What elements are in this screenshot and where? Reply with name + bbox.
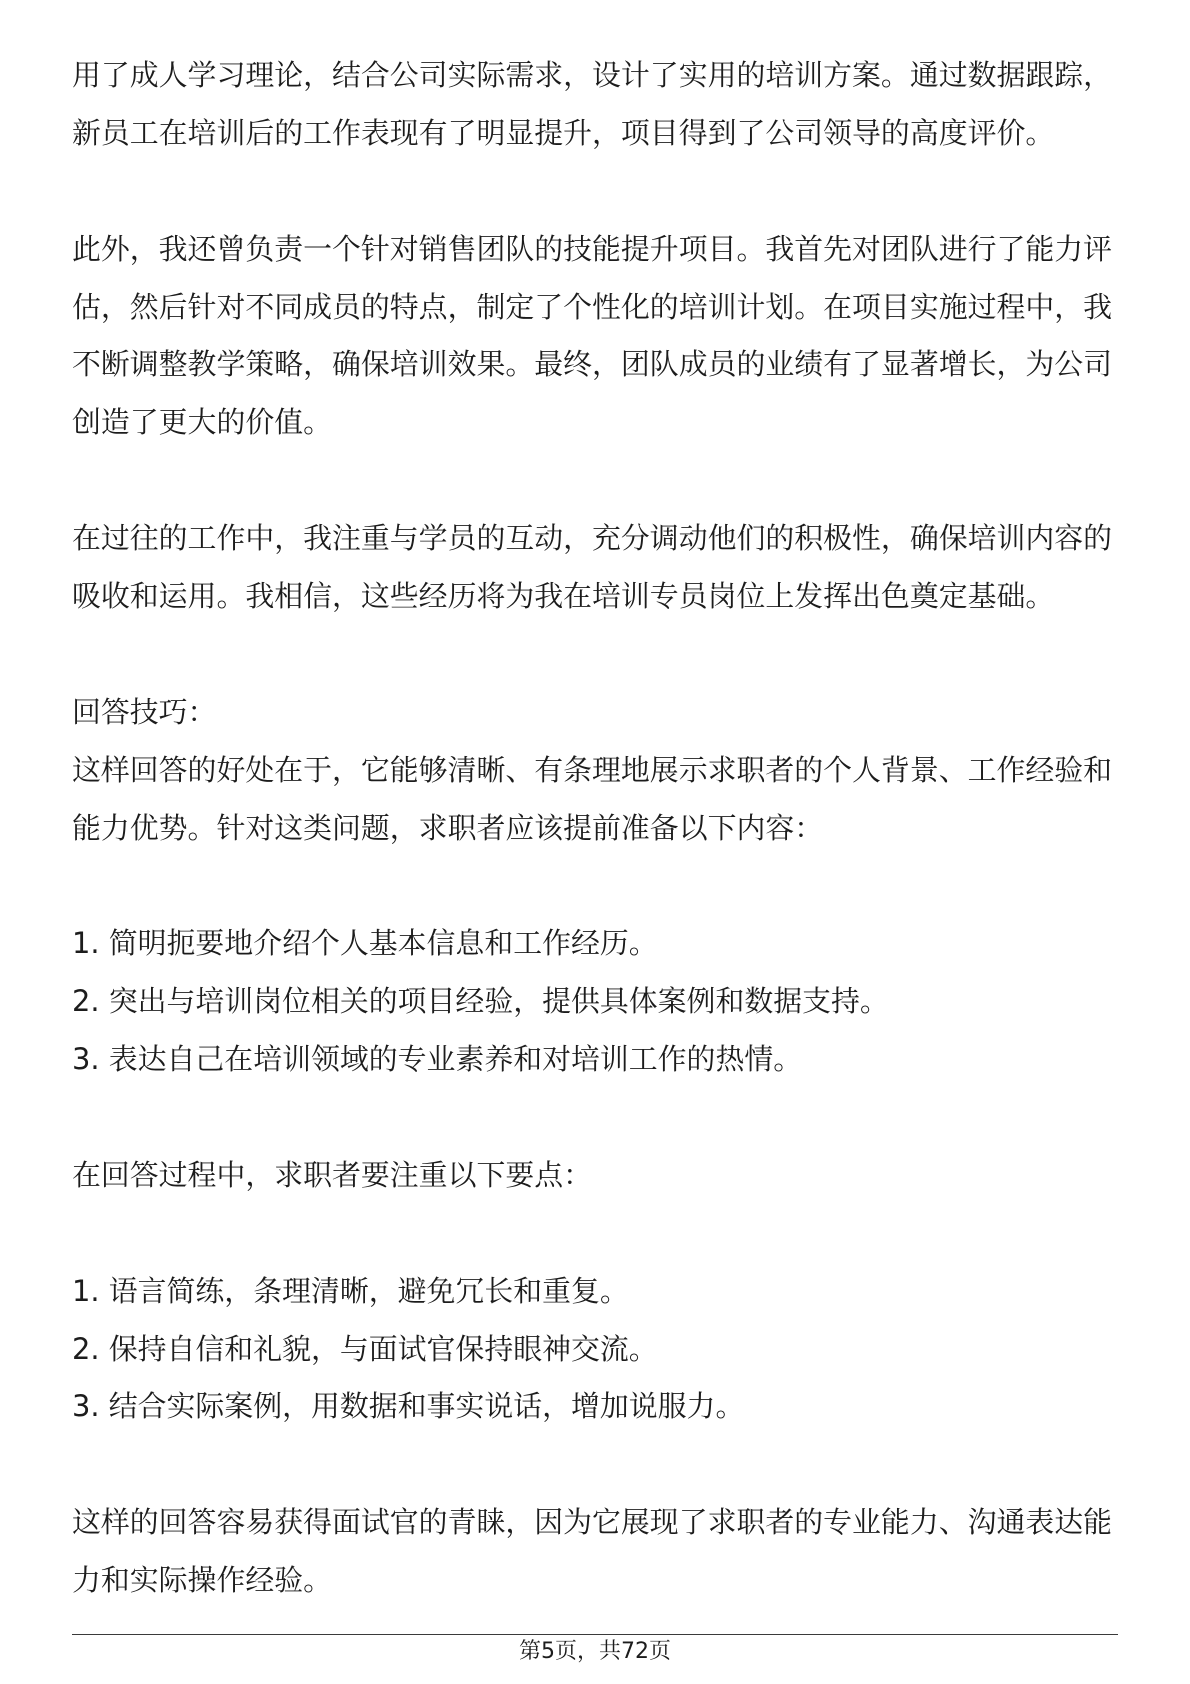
paragraph-line: 这样回答的好处在于，它能够清晰、有条理地展示求职者的个人背景、工作经验和: [72, 752, 1113, 787]
list-item: 2. 保持自信和礼貌，与面试官保持眼神交流。: [72, 1331, 658, 1366]
paragraph-gap: [72, 1089, 1118, 1147]
paragraph-gap: [72, 452, 1118, 510]
paragraph-line: 不断调整教学策略，确保培训效果。最终，团队成员的业绩有了显著增长，为公司: [72, 347, 1113, 382]
paragraph-line: 用了成人学习理论，结合公司实际需求，设计了实用的培训方案。通过数据跟踪，: [72, 58, 1113, 92]
page-number: 第5页，共72页: [519, 1639, 671, 1664]
paragraph-experience-3: [72, 510, 1118, 626]
list-item: 1. 语言简练，条理清晰，避免冗长和重复。: [72, 1273, 629, 1308]
key-points-intro: [72, 1147, 1118, 1205]
paragraph-line: 估，然后针对不同成员的特点，制定了个性化的培训计划。在项目实施过程中，我: [72, 289, 1113, 324]
list-item: 3. 结合实际案例，用数据和事实说话，增加说服力。: [72, 1389, 745, 1424]
preparation-list: [72, 915, 1118, 1089]
paragraph-line: 力和实际操作经验。: [72, 1563, 333, 1598]
paragraph-conclusion: [72, 1494, 1118, 1610]
paragraph-line: 在过往的工作中，我注重与学员的互动，充分调动他们的积极性，确保培训内容的: [72, 521, 1113, 556]
section-heading: 回答技巧：: [72, 694, 217, 729]
paragraph-gap: [72, 626, 1118, 684]
key-points-list: [72, 1263, 1118, 1437]
list-item: 2. 突出与培训岗位相关的项目经验，提供具体案例和数据支持。: [72, 984, 889, 1019]
paragraph-gap: [72, 1205, 1118, 1263]
paragraph-line: 能力优势。针对这类问题，求职者应该提前准备以下内容：: [72, 810, 824, 845]
answer-tips-section: [72, 684, 1118, 858]
paragraph-line: 此外，我还曾负责一个针对销售团队的技能提升项目。我首先对团队进行了能力评: [72, 231, 1113, 266]
paragraph-experience-1: [72, 47, 1118, 163]
paragraph-gap: [72, 163, 1118, 221]
paragraph-line: 创造了更大的价值。: [72, 405, 333, 440]
footer-divider: [72, 1634, 1118, 1635]
paragraph-gap: [72, 857, 1118, 915]
paragraph-line: 吸收和运用。我相信，这些经历将为我在培训专员岗位上发挥出色奠定基础。: [72, 579, 1055, 614]
paragraph-gap: [72, 1436, 1118, 1494]
paragraph-line: 在回答过程中，求职者要注重以下要点：: [72, 1157, 593, 1192]
list-item: 1. 简明扼要地介绍个人基本信息和工作经历。: [72, 926, 658, 961]
page-body: [72, 47, 1118, 1610]
paragraph-experience-2: [72, 221, 1118, 453]
paragraph-line: 新员工在培训后的工作表现有了明显提升，项目得到了公司领导的高度评价。: [72, 115, 1055, 150]
list-item: 3. 表达自己在培训领域的专业素养和对培训工作的热情。: [72, 1042, 803, 1077]
paragraph-line: 这样的回答容易获得面试官的青睐，因为它展现了求职者的专业能力、沟通表达能: [72, 1505, 1113, 1540]
